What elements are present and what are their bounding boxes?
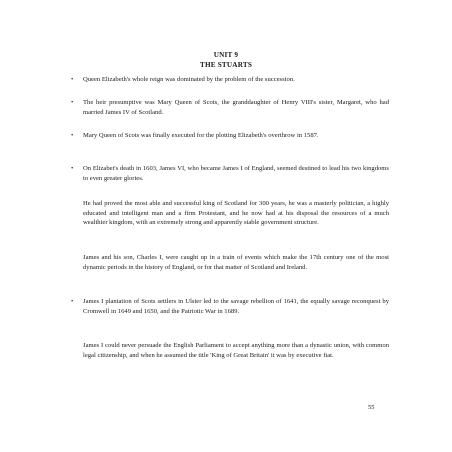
paragraph-politician: He had proved the most able and successful king of Scotland for 300 years, he was a masterly politician, a highly educated and intelligent man and a firm Protestant, and he now had at his disposal the resources of a much wealthier kingdom, with an extremely strong and apparently stable government structure. [83, 200, 389, 227]
paragraph-parliament: James I could never persuade the English Parliament to accept anything more than a dynastic union, with common legal citizenship, and when he assumed the title 'King of Great Britain' it was by executive fiat. [83, 342, 389, 359]
paragraph-execution: Mary Queen of Scots was finally executed for the plotting Elizabeth's overthrow in 1587. [83, 132, 319, 139]
bullet-marker: • [71, 76, 74, 83]
unit-heading: UNIT 9 [213, 51, 239, 59]
bullet-marker: • [71, 132, 74, 139]
paragraph-charles: James and his son, Charles I, were caught up in a train of events which make the 17th century one of the most dynamic periods in the history of England, or for that matter of Scotland and Ireland. [83, 254, 389, 271]
bullet-marker: • [71, 298, 74, 305]
page-number: 55 [368, 404, 375, 411]
bullet-marker: • [71, 99, 74, 106]
paragraph-succession: Queen Elizabeth's whole reign was dominated by the problem of the succession. [83, 76, 295, 83]
paragraph-heir: The heir presumptive was Mary Queen of Scots, the granddaughter of Henry VIII's sister, Margaret, who had married James IV of Scotland. [83, 99, 389, 116]
bullet-marker: • [71, 165, 74, 172]
paragraph-james-vi: On Elizabet's death in 1603, James VI, who became James I of England, seemed destined to lead his two kingdoms to even greater glories. [83, 165, 389, 182]
paragraph-ulster: James I plantation of Scots settlers in Ulster led to the savage rebellion of 1641, the equally savage reconquest by Cromwell in 1649 and 1650, and the Patriotic War in 1689. [83, 298, 389, 315]
page-title: THE STUARTS [199, 61, 253, 69]
